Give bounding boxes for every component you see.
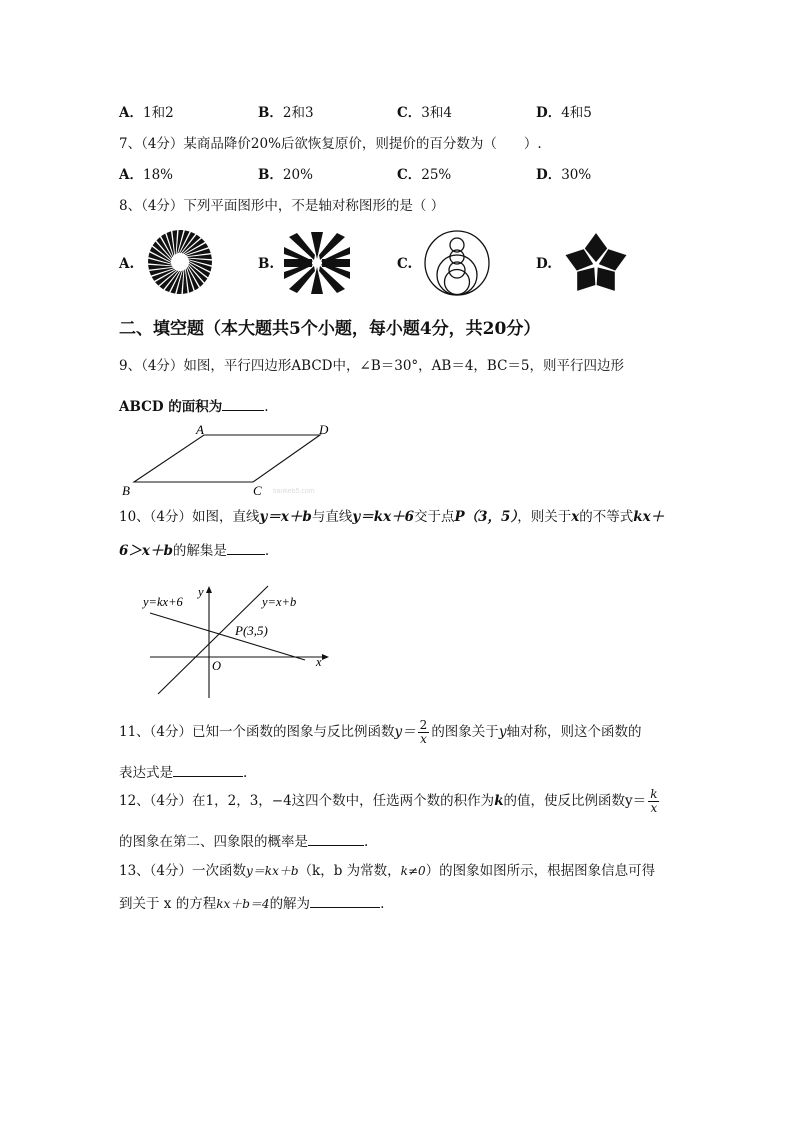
x-axis-arrow xyxy=(322,654,329,660)
text: 的图象关于 xyxy=(431,724,499,740)
q9-line1: 9、（4分）如图，平行四边形ABCD中，∠B＝30°，AB＝4，BC＝5，则平行四边形 xyxy=(119,358,625,374)
text: 13、（4分）一次函数 xyxy=(119,863,247,879)
label-point: P(3,5) xyxy=(235,623,268,638)
variable: x xyxy=(571,509,580,525)
function: y＝kx＋b xyxy=(246,864,299,878)
period: . xyxy=(364,834,369,850)
rhombus-star-icon xyxy=(560,230,632,300)
option-letter: C． xyxy=(397,167,422,183)
inequality: 6＞x＋b xyxy=(119,543,173,559)
q12-line1 xyxy=(119,783,661,819)
q6-option-d xyxy=(536,104,592,122)
equation: y＝ xyxy=(394,724,416,740)
option-text: 3和4 xyxy=(421,105,452,121)
vertex-label-b: B xyxy=(122,483,130,498)
text: 表达式是 xyxy=(119,765,173,781)
text: 的图象在第二、四象限的概率是 xyxy=(119,834,308,850)
star-burst-icon xyxy=(284,232,350,294)
vertex-label-d: D xyxy=(319,422,329,437)
period: . xyxy=(264,543,270,559)
q7-option-a xyxy=(119,166,173,184)
watermark: tiankeb5.com xyxy=(273,488,315,495)
q6-option-c xyxy=(397,104,452,122)
answer-blank xyxy=(222,396,264,411)
text: 10、（4分）如图，直线 xyxy=(119,509,260,525)
sunburst-spiral-icon xyxy=(147,229,213,295)
q6-option-b xyxy=(258,104,314,122)
q6-option-a xyxy=(119,104,174,122)
q8-option-b-letter: B. xyxy=(258,256,275,272)
numerator: k xyxy=(650,787,658,801)
option-text: 2和3 xyxy=(282,105,314,121)
answer-blank xyxy=(310,893,380,908)
text: ）的图象如图所示，根据图象信息可得 xyxy=(425,863,656,879)
nested-circles-icon xyxy=(423,229,491,297)
q11-line2 xyxy=(119,762,247,782)
option-text: 1和2 xyxy=(142,105,174,121)
inequality: kx＋ xyxy=(633,509,665,525)
q9-text: ABCD 的面积为 xyxy=(119,399,223,415)
period: . xyxy=(243,765,248,781)
q13-line2 xyxy=(119,893,384,913)
option-letter: A． xyxy=(119,105,143,121)
q10-line1 xyxy=(119,508,664,526)
text: ，则关于 xyxy=(517,509,572,525)
parallelogram-figure xyxy=(118,420,338,500)
q8-stem: 8、（4分）下列平面图形中，不是轴对称图形的是（ ） xyxy=(119,198,445,214)
option-letter: C． xyxy=(397,105,422,121)
label-line2: y=x+b xyxy=(262,595,297,609)
equation: y＝kx＋6 xyxy=(352,509,415,525)
q7-option-d xyxy=(536,166,591,184)
equation: kx＋b＝4 xyxy=(216,897,270,911)
vertex-label-c: C xyxy=(253,483,262,498)
option-letter: A． xyxy=(119,167,143,183)
option-text: 20% xyxy=(282,167,313,183)
q7-stem: 7、（4分）某商品降价20%后欲恢复原价，则提价的百分数为（ ）. xyxy=(119,136,542,152)
variable: k xyxy=(494,793,504,809)
q7-option-c xyxy=(397,166,451,184)
q8-option-d-letter: D. xyxy=(536,256,552,272)
text: 交于点 xyxy=(414,509,455,525)
text: 11、（4分）已知一个函数的图象与反比例函数 xyxy=(119,724,395,740)
answer-blank xyxy=(173,762,243,777)
option-letter: D． xyxy=(536,167,562,183)
equation: y＝ xyxy=(625,793,647,809)
q11-line1 xyxy=(119,714,641,750)
numerator: 2 xyxy=(419,718,428,732)
text: 的值，使反比例函数 xyxy=(503,793,626,809)
option-letter: D． xyxy=(536,105,562,121)
label-line1: y=kx+6 xyxy=(143,595,183,609)
text: 与直线 xyxy=(311,509,353,525)
equation: y＝x＋b xyxy=(259,509,312,525)
vertex-label-a: A xyxy=(196,422,204,437)
text: 的解为 xyxy=(269,896,311,912)
denominator: x xyxy=(420,732,427,746)
answer-blank xyxy=(227,540,265,555)
rhombus-petal xyxy=(596,267,615,292)
q9-line2 xyxy=(119,396,269,416)
option-letter: B． xyxy=(258,105,283,121)
line-kx-plus-6 xyxy=(150,613,305,660)
option-text: 25% xyxy=(421,167,452,183)
q12-line2 xyxy=(119,831,368,851)
q8-option-c-letter: C. xyxy=(397,256,413,272)
label-origin: O xyxy=(212,659,222,673)
text: 到关于 x 的方程 xyxy=(119,896,217,912)
q8-option-a-letter: A. xyxy=(119,256,135,272)
period: . xyxy=(380,896,385,912)
option-text: 18% xyxy=(142,167,173,183)
text: 轴对称，则这个函数的 xyxy=(506,724,642,740)
section-title: 二、填空题（本大题共5个小题，每小题4分，共20分） xyxy=(119,319,541,339)
period: . xyxy=(264,399,269,415)
q10-line2 xyxy=(119,540,269,560)
denominator: x xyxy=(650,801,658,815)
text: 12、（4分）在1，2，3，−4这四个数中，任选两个数的积作为 xyxy=(119,793,495,809)
text: 的解集是 xyxy=(172,543,227,559)
sunburst-center xyxy=(172,254,188,270)
label-x: x xyxy=(316,655,322,669)
answer-blank xyxy=(308,831,364,846)
q7-option-b xyxy=(258,166,313,184)
fraction xyxy=(648,788,659,815)
q13-line1 xyxy=(119,862,655,880)
option-text: 30% xyxy=(561,167,592,183)
y-axis-arrow xyxy=(206,586,212,593)
variable: y xyxy=(498,724,507,740)
fraction xyxy=(418,719,430,746)
point: P（3，5） xyxy=(454,509,518,525)
condition: k≠0 xyxy=(400,864,426,878)
text: 的不等式 xyxy=(579,509,634,525)
option-text: 4和5 xyxy=(561,105,592,121)
option-letter: B． xyxy=(258,167,283,183)
linear-graph-figure xyxy=(140,582,340,702)
label-y: y xyxy=(198,585,204,599)
text: （k，b 为常数， xyxy=(298,863,401,879)
